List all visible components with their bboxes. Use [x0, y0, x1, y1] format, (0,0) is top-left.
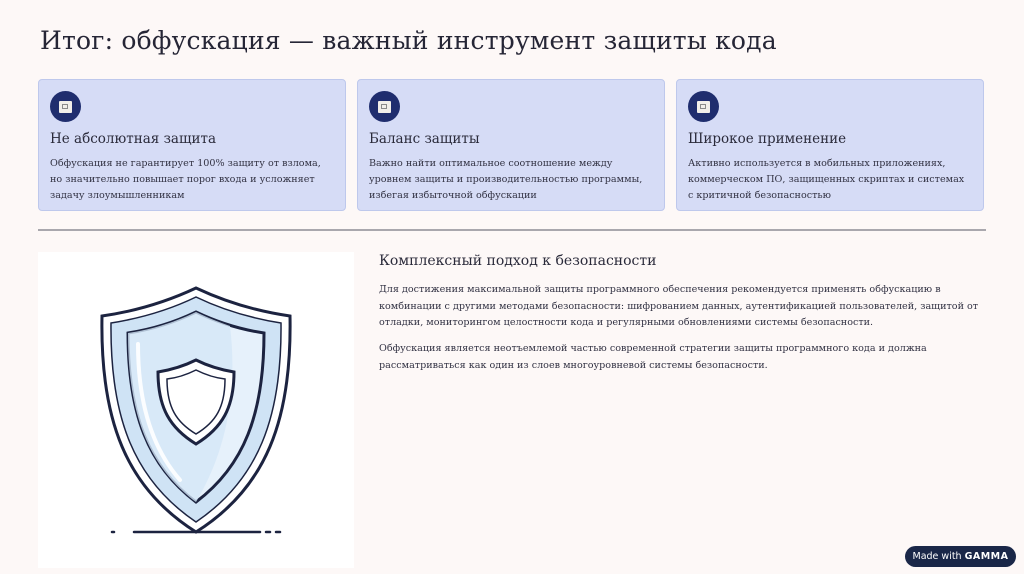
- made-with-gamma-badge[interactable]: [905, 546, 1016, 567]
- section-title: Комплексный подход к безопасности: [379, 253, 657, 269]
- card-text: Активно используется в мобильных приложениях, коммерческом ПО, защищенных скриптах и системах с критичной безопасностью: [688, 158, 965, 201]
- card-title: Баланс защиты: [369, 131, 480, 147]
- section-paragraph: Обфускация является неотъемлемой частью современной стратегии защиты программного кода и должна рассматриваться как один из слоев многоуровневой системы безопасности.: [379, 343, 927, 371]
- section-paragraph: Для достижения максимальной защиты программного обеспечения рекомендуется применять обфускацию в комбинации с другими методами безопасности: шифрованием данных, аутентификацией пользователей, защитой от отладки, мониторингом целостности кода и регулярными обновлениями системы безопасности.: [379, 284, 979, 328]
- gamma-logo: GAMMA: [964, 551, 1009, 562]
- card-not-absolute-protection: [38, 79, 346, 211]
- card-text: Обфускация не гарантирует 100% защиту от взлома, но значительно повышает порог входа и усложняет задачу злоумышленникам: [50, 158, 321, 201]
- card-icon-badge: [688, 91, 719, 122]
- card-protection-balance: [357, 79, 665, 211]
- document-icon: [697, 101, 710, 113]
- badge-prefix: Made with: [912, 551, 962, 562]
- card-wide-application: [676, 79, 984, 211]
- document-icon: [59, 101, 72, 113]
- card-title: Широкое применение: [688, 131, 847, 147]
- shield-illustration: [38, 252, 354, 568]
- card-text: Важно найти оптимальное соотношение между уровнем защиты и производительностью программы, избегая избыточной обфускации: [369, 158, 643, 201]
- card-title: Не абсолютная защита: [50, 131, 217, 147]
- page-title: Итог: обфускация — важный инструмент защиты кода: [40, 26, 777, 55]
- document-icon: [378, 101, 391, 113]
- summary-cards: [38, 79, 986, 213]
- shield-icon: [38, 252, 354, 568]
- card-icon-badge: [369, 91, 400, 122]
- section-divider: [38, 229, 986, 231]
- card-icon-badge: [50, 91, 81, 122]
